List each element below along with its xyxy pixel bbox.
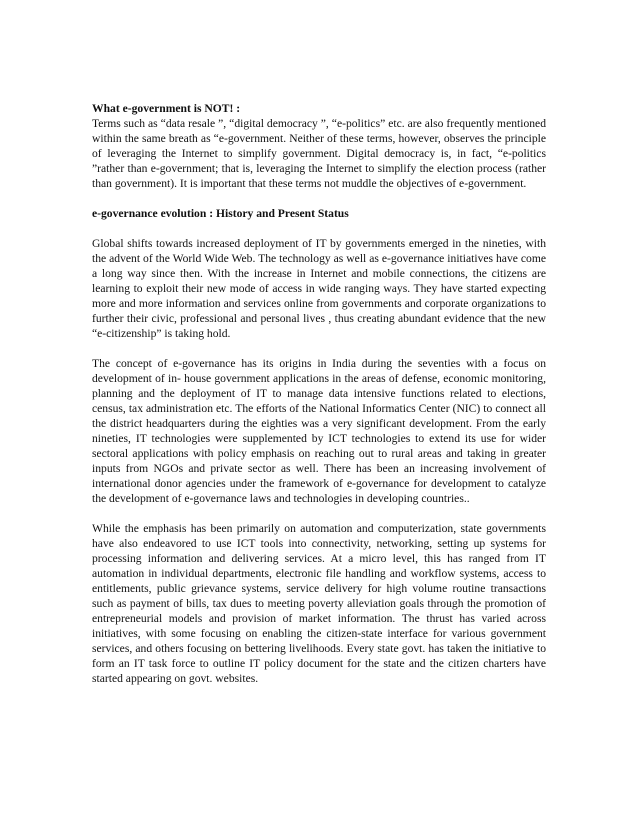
section-heading-evolution: e-governance evolution : History and Present Status bbox=[92, 207, 349, 220]
page-body bbox=[92, 101, 546, 686]
paragraph-origins-india: The concept of e-governance has its origins in India during the seventies with a focus on development of in- house government applications in the areas of defense, economic monitoring, planning and the deployment of IT to manage data intensive functions related to elections, census, tax administration etc. The efforts of the National Informatics Center (NIC) to connect all the district headquarters during the eighties was a very significant development. From the early nineties, IT technologies were supplemented by ICT technologies to extend its use for wider sectoral applications with policy emphasis on reaching out to rural areas and taking in greater inputs from NGOs and private sector as well. There has been an increasing involvement of international donor agencies under the framework of e-governance for development to catalyze the development of e-governance laws and technologies in developing countries.. bbox=[92, 357, 546, 505]
paragraph-global-shifts: Global shifts towards increased deployment of IT by governments emerged in the nineties, with the advent of the World Wide Web. The technology as well as e-governance initiatives have come a long way since then. With the increase in Internet and mobile connections, the citizens are learning to exploit their new mode of access in wide ranging ways. They have started expecting more and more information and services online from governments and corporate organizations to further their civic, professional and personal lives , thus creating abundant evidence that the new “e-citizenship” is taking hold. bbox=[92, 237, 546, 340]
paragraph-state-governments: While the emphasis has been primarily on automation and computerization, state governments have also endeavored to use ICT tools into connectivity, networking, setting up systems for processing information and delivering services. At a micro level, this has ranged from IT automation in individual departments, electronic file handling and workflow systems, access to entitlements, public grievance systems, service delivery for high volume routine transactions such as payment of bills, tax dues to meeting poverty alleviation goals through the promotion of entrepreneurial models and provision of market information. The thrust has varied across initiatives, with some focusing on enabling the citizen-state interface for various government services, and others focusing on bettering livelihoods. Every state govt. has taken the initiative to form an IT task force to outline IT policy document for the state and the citizen charters have started appearing on govt. websites. bbox=[92, 522, 546, 685]
paragraph-what-egov-is-not: Terms such as “data resale ”, “digital democracy ”, “e-politics” etc. are also frequently mentioned within the same breath as “e-government. Neither of these terms, however, observes the principle of leveraging the Internet to simplify government. Digital democracy is, in fact, “e-politics ”rather than e-government; that is, leveraging the Internet to simplify the election process (rather than government). It is important that these terms not muddle the objectives of e-government. bbox=[92, 117, 546, 190]
section-heading-what-egov-is-not: What e-government is NOT! : bbox=[92, 102, 241, 115]
